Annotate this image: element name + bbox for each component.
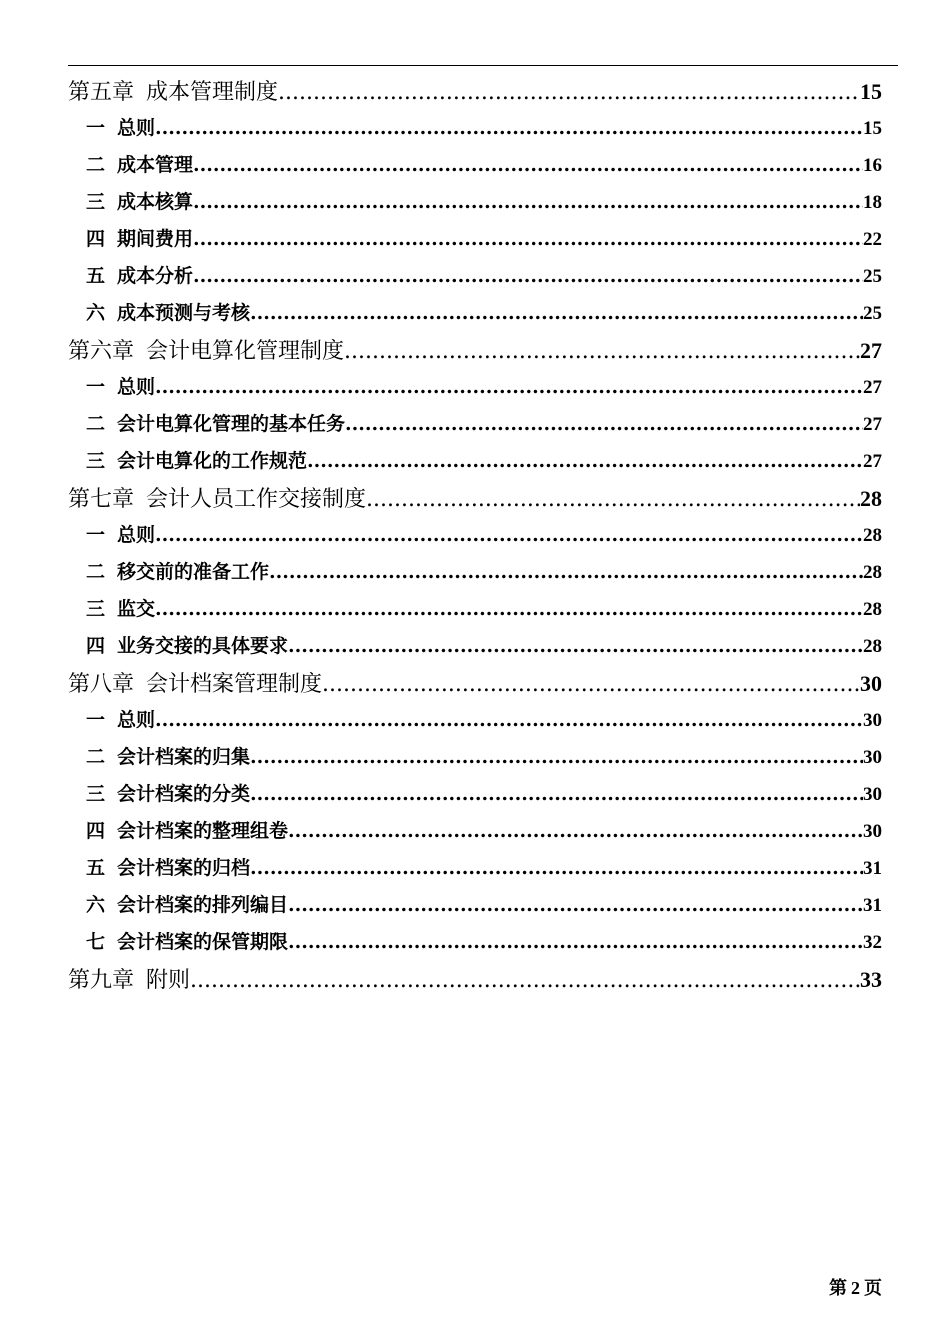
footer-suffix: 页 [864, 1278, 882, 1299]
toc-entry-page: 16 [863, 155, 882, 176]
toc-entry-number: 六 [86, 302, 106, 324]
toc-entry-page: 22 [863, 229, 882, 250]
table-of-contents [68, 73, 882, 998]
toc-entry-number: 三 [86, 598, 106, 620]
toc-dot-leader [288, 628, 863, 665]
toc-dot-leader [307, 443, 863, 480]
toc-dot-leader [288, 924, 863, 961]
toc-entry-page: 30 [863, 821, 882, 842]
toc-entry-page: 30 [860, 671, 882, 696]
toc-dot-leader [345, 406, 863, 443]
toc-chapter-entry[interactable] [68, 332, 882, 369]
toc-dot-leader [250, 295, 863, 332]
toc-dot-leader [288, 887, 863, 924]
toc-entry-number: 二 [86, 413, 106, 435]
toc-entry-title: 业务交接的具体要求 [117, 635, 289, 657]
toc-entry-number: 第九章 [68, 968, 135, 993]
toc-entry-page: 27 [860, 338, 882, 363]
toc-section-entry[interactable] [68, 702, 882, 739]
toc-entry-page: 28 [863, 599, 882, 620]
toc-entry-page: 28 [863, 562, 882, 583]
toc-section-entry[interactable] [68, 776, 882, 813]
toc-entry-number: 七 [86, 931, 106, 953]
toc-section-entry[interactable] [68, 443, 882, 480]
toc-entry-number: 六 [86, 894, 106, 916]
toc-dot-leader [155, 702, 863, 739]
toc-dot-leader [155, 369, 863, 406]
toc-entry-number: 四 [86, 228, 106, 250]
toc-section-entry[interactable] [68, 591, 882, 628]
header-rule [68, 65, 898, 66]
toc-section-entry[interactable] [68, 517, 882, 554]
toc-section-entry[interactable] [68, 295, 882, 332]
toc-entry-page: 28 [863, 636, 882, 657]
toc-section-entry[interactable] [68, 850, 882, 887]
toc-section-entry[interactable] [68, 739, 882, 776]
toc-entry-number: 三 [86, 450, 106, 472]
toc-entry-title: 期间费用 [117, 228, 194, 250]
toc-section-entry[interactable] [68, 184, 882, 221]
toc-entry-title: 监交 [117, 598, 156, 620]
toc-entry-number: 四 [86, 820, 106, 842]
toc-section-entry[interactable] [68, 147, 882, 184]
toc-dot-leader [250, 739, 863, 776]
toc-entry-title: 会计档案的归档 [117, 857, 251, 879]
toc-entry-page: 30 [863, 784, 882, 805]
toc-entry-title: 成本管理制度 [146, 80, 279, 105]
toc-entry-title: 成本核算 [117, 191, 194, 213]
toc-entry-page: 33 [860, 967, 882, 992]
toc-section-entry[interactable] [68, 887, 882, 924]
footer-prefix: 第 [829, 1278, 847, 1299]
toc-entry-page: 27 [863, 377, 882, 398]
toc-entry-number: 第八章 [68, 672, 135, 697]
toc-section-entry[interactable] [68, 554, 882, 591]
toc-entry-page: 30 [863, 710, 882, 731]
toc-entry-title: 移交前的准备工作 [117, 561, 270, 583]
toc-entry-number: 第六章 [68, 339, 135, 364]
toc-entry-number: 二 [86, 154, 106, 176]
toc-dot-leader [250, 776, 863, 813]
toc-section-entry[interactable] [68, 628, 882, 665]
toc-dot-leader [193, 258, 863, 295]
toc-entry-page: 27 [863, 414, 882, 435]
toc-entry-number: 一 [86, 709, 106, 731]
toc-entry-title: 总则 [117, 524, 156, 546]
toc-entry-number: 二 [86, 746, 106, 768]
toc-section-entry[interactable] [68, 924, 882, 961]
toc-section-entry[interactable] [68, 369, 882, 406]
toc-entry-number: 一 [86, 117, 106, 139]
toc-dot-leader [155, 517, 863, 554]
toc-entry-title: 会计档案的归集 [117, 746, 251, 768]
footer-page-number: 2 [851, 1278, 860, 1298]
toc-chapter-entry[interactable] [68, 665, 882, 702]
page-footer [829, 1274, 882, 1300]
toc-entry-title: 成本管理 [117, 154, 194, 176]
toc-entry-number: 五 [86, 857, 106, 879]
toc-entry-title: 会计电算化管理制度 [146, 339, 345, 364]
toc-dot-leader [344, 333, 860, 369]
toc-section-entry[interactable] [68, 406, 882, 443]
toc-entry-title: 会计档案的保管期限 [117, 931, 289, 953]
toc-entry-number: 五 [86, 265, 106, 287]
toc-entry-number: 三 [86, 783, 106, 805]
toc-entry-title: 会计人员工作交接制度 [146, 487, 367, 512]
toc-dot-leader [269, 554, 863, 591]
toc-entry-title: 成本预测与考核 [117, 302, 251, 324]
toc-entry-number: 第五章 [68, 80, 135, 105]
toc-entry-page: 15 [860, 79, 882, 104]
toc-dot-leader [155, 110, 863, 147]
toc-dot-leader [366, 481, 860, 517]
toc-dot-leader [322, 666, 860, 702]
toc-entry-title: 总则 [117, 376, 156, 398]
toc-entry-page: 28 [860, 486, 882, 511]
toc-dot-leader [155, 591, 863, 628]
toc-dot-leader [193, 184, 863, 221]
toc-entry-title: 成本分析 [117, 265, 194, 287]
toc-entry-page: 31 [863, 858, 882, 879]
toc-entry-page: 31 [863, 895, 882, 916]
toc-entry-page: 28 [863, 525, 882, 546]
toc-entry-page: 32 [863, 932, 882, 953]
toc-entry-title: 会计档案管理制度 [146, 672, 323, 697]
toc-dot-leader [250, 850, 863, 887]
toc-entry-title: 会计电算化的工作规范 [117, 450, 308, 472]
toc-entry-title: 总则 [117, 117, 156, 139]
toc-entry-page: 18 [863, 192, 882, 213]
toc-section-entry[interactable] [68, 221, 882, 258]
toc-entry-number: 二 [86, 561, 106, 583]
toc-dot-leader [190, 962, 860, 998]
toc-section-entry[interactable] [68, 813, 882, 850]
toc-section-entry[interactable] [68, 258, 882, 295]
toc-dot-leader [278, 74, 860, 110]
toc-dot-leader [193, 147, 863, 184]
toc-entry-number: 一 [86, 524, 106, 546]
toc-entry-page: 15 [863, 118, 882, 139]
toc-section-entry[interactable] [68, 110, 882, 147]
toc-dot-leader [193, 221, 863, 258]
toc-entry-title: 附则 [146, 968, 191, 993]
toc-entry-page: 25 [863, 266, 882, 287]
toc-entry-title: 会计档案的排列编目 [117, 894, 289, 916]
toc-entry-number: 一 [86, 376, 106, 398]
toc-entry-number: 第七章 [68, 487, 135, 512]
toc-entry-page: 30 [863, 747, 882, 768]
toc-entry-number: 三 [86, 191, 106, 213]
toc-entry-page: 27 [863, 451, 882, 472]
toc-entry-number: 四 [86, 635, 106, 657]
toc-entry-page: 25 [863, 303, 882, 324]
toc-chapter-entry[interactable] [68, 73, 882, 110]
toc-entry-title: 会计档案的整理组卷 [117, 820, 289, 842]
toc-entry-title: 会计电算化管理的基本任务 [117, 413, 346, 435]
toc-entry-title: 总则 [117, 709, 156, 731]
toc-chapter-entry[interactable] [68, 480, 882, 517]
toc-entry-title: 会计档案的分类 [117, 783, 251, 805]
toc-chapter-entry[interactable] [68, 961, 882, 998]
toc-dot-leader [288, 813, 863, 850]
